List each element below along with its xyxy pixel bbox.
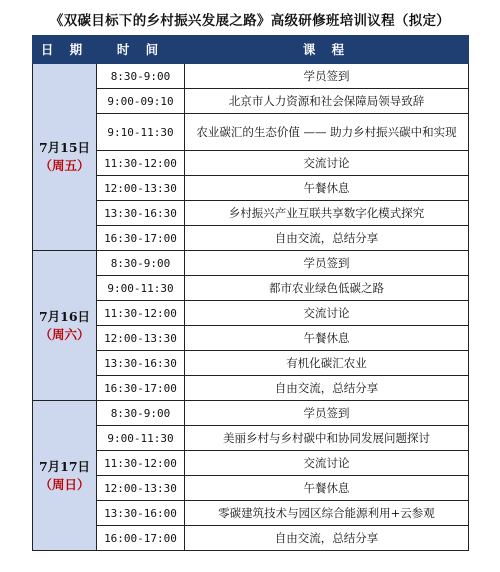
- table-row: [33, 276, 469, 301]
- table-row: [33, 476, 469, 501]
- time-cell: 11:30-12:00: [97, 301, 185, 326]
- course-cell: 交流讨论: [185, 301, 469, 326]
- time-cell: 11:30-12:00: [97, 451, 185, 476]
- table-row: [33, 526, 469, 551]
- weekday-paren-open: （: [39, 158, 52, 173]
- page-title: 《双碳目标下的乡村振兴发展之路》高级研修班培训议程（拟定）: [49, 13, 451, 29]
- course-cell: 学员签到: [185, 251, 469, 276]
- weekday-text: 周六: [51, 326, 77, 342]
- time-cell: 11:30-12:00: [97, 151, 185, 176]
- course-cell: 美丽乡村与乡村碳中和协同发展问题探讨: [185, 426, 469, 451]
- time-cell: 9:00-11:30: [97, 276, 185, 301]
- course-cell: 有机化碳汇农业: [185, 351, 469, 376]
- header-row: [33, 36, 469, 64]
- time-cell: 9:10-11:30: [97, 114, 185, 151]
- weekday-paren-close: ）: [77, 326, 90, 342]
- weekday-paren-close: ）: [77, 158, 90, 173]
- date-cell: [33, 64, 97, 251]
- time-cell: 8:30-9:00: [97, 64, 185, 89]
- time-cell: 8:30-9:00: [97, 401, 185, 426]
- table-row: [33, 226, 469, 251]
- weekday-label: [33, 157, 96, 175]
- time-cell: 9:00-11:30: [97, 426, 185, 451]
- table-row: [33, 326, 469, 351]
- table-row: [33, 451, 469, 476]
- table-row: [33, 64, 469, 89]
- weekday-paren-open: （: [39, 326, 52, 342]
- table-row: [33, 114, 469, 151]
- date-cell: [33, 401, 97, 551]
- date-cell: [33, 251, 97, 401]
- course-cell: 都市农业绿色低碳之路: [185, 276, 469, 301]
- course-cell: 自由交流，总结分享: [185, 226, 469, 251]
- date-label: 7月17日: [38, 458, 91, 474]
- course-cell: 北京市人力资源和社会保障局领导致辞: [185, 89, 469, 114]
- course-cell: 学员签到: [185, 401, 469, 426]
- table-row: [33, 501, 469, 526]
- course-cell: 交流讨论: [185, 151, 469, 176]
- weekday-paren-open: （: [39, 476, 52, 492]
- weekday-text: 周五: [51, 158, 77, 173]
- course-cell: 午餐休息: [185, 176, 469, 201]
- table-row: [33, 89, 469, 114]
- weekday-paren-close: ）: [77, 476, 90, 492]
- course-cell: 交流讨论: [185, 451, 469, 476]
- table-row: [33, 376, 469, 401]
- time-cell: 13:30-16:00: [97, 501, 185, 526]
- table-row: [33, 401, 469, 426]
- date-label: 7月15日: [38, 140, 91, 155]
- table-row: [33, 151, 469, 176]
- time-cell: 13:30-16:30: [97, 351, 185, 376]
- time-cell: 13:30-16:30: [97, 201, 185, 226]
- time-cell: 9:00-09:10: [97, 89, 185, 114]
- table-row: [33, 176, 469, 201]
- header-course: 课 程: [185, 36, 469, 64]
- course-cell: 零碳建筑技术与园区综合能源利用+云参观: [185, 501, 469, 526]
- course-cell: 自由交流，总结分享: [185, 526, 469, 551]
- weekday-label: [33, 476, 96, 494]
- weekday-text: 周日: [51, 476, 77, 492]
- date-label: 7月16日: [38, 308, 91, 324]
- weekday-label: [33, 326, 96, 344]
- course-cell: 乡村振兴产业互联共享数字化模式探究: [185, 201, 469, 226]
- time-cell: 12:00-13:30: [97, 476, 185, 501]
- time-cell: 16:00-17:00: [97, 526, 185, 551]
- table-row: [33, 301, 469, 326]
- time-cell: 16:30-17:00: [97, 226, 185, 251]
- course-cell: 午餐休息: [185, 326, 469, 351]
- table-row: [33, 201, 469, 226]
- time-cell: 8:30-9:00: [97, 251, 185, 276]
- agenda-table: [32, 35, 469, 551]
- course-cell: 自由交流，总结分享: [185, 376, 469, 401]
- time-cell: 12:00-13:30: [97, 326, 185, 351]
- course-cell: 学员签到: [185, 64, 469, 89]
- course-cell: 午餐休息: [185, 476, 469, 501]
- table-row: [33, 426, 469, 451]
- header-date: 日 期: [33, 36, 97, 64]
- header-time: 时 间: [97, 36, 185, 64]
- time-cell: 12:00-13:30: [97, 176, 185, 201]
- table-row: [33, 351, 469, 376]
- course-cell: 农业碳汇的生态价值 —— 助力乡村振兴碳中和实现: [185, 114, 469, 151]
- time-cell: 16:30-17:00: [97, 376, 185, 401]
- table-row: [33, 251, 469, 276]
